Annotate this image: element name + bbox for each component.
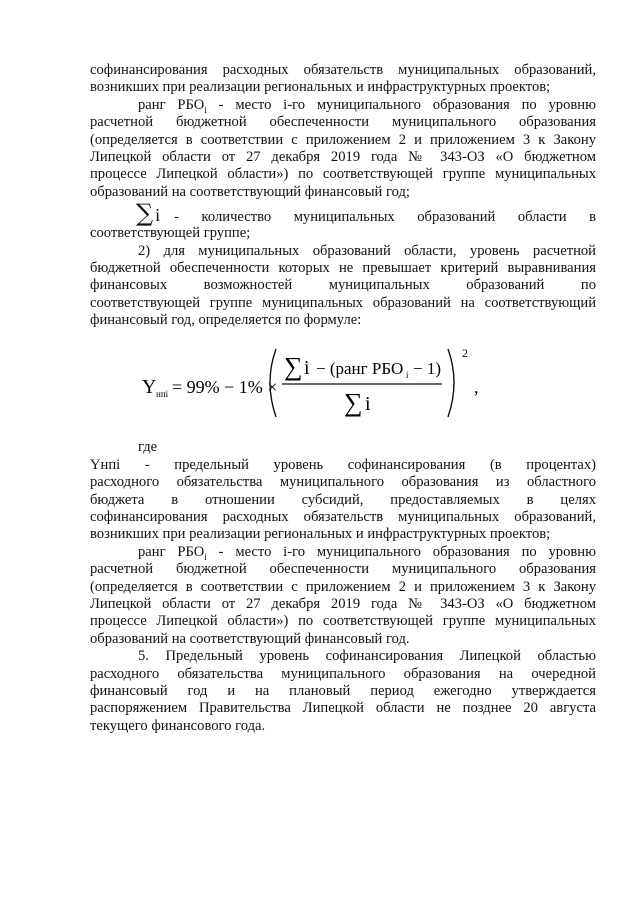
numerator-sum-variable: i (304, 357, 310, 380)
rank-definition-line (90, 544, 596, 561)
text-line: возникших при реализации региональных и инфраструктурных проектов; (90, 526, 551, 543)
text-line: образований на соответствующий финансовый год. (90, 630, 410, 647)
text-line: Липецкой области от 27 декабря 2019 года № 343-ОЗ «О бюджетном (90, 595, 596, 612)
sum-definition-line (90, 199, 596, 228)
text-line: бюджетной обеспеченности которых не превышает критерий выравнивания (90, 259, 596, 276)
text-line: софинансирования расходных обязательств муниципальных образований, (90, 62, 596, 78)
item-5-line: 5. Предельный уровень софинансирования Липецкой областью (138, 648, 596, 665)
rank-definition-text: - место i-го муниципального образования по уровню (206, 96, 596, 113)
text-line: финансовых возможностей муниципальных образований по (90, 277, 596, 294)
sum-definition-text: - количество муниципальных образований области в (174, 209, 596, 226)
text-line: процессе Липецкой области») по соответствующей группе муниципальных (90, 613, 596, 630)
formula-block (90, 341, 596, 425)
rank-definition-line (90, 97, 596, 114)
text-line: возникших при реализации региональных и инфраструктурных проектов; (90, 79, 551, 96)
text-line: расчетной бюджетной обеспеченности муниципального образования (90, 114, 596, 131)
text-line: финансовый год, определяется по формуле: (90, 312, 362, 329)
text-line: расчетной бюджетной обеспеченности муниципального образования (90, 561, 596, 578)
numerator-minus-one: − 1) (413, 359, 441, 379)
text-line: финансовый год и на плановый период ежегодно утверждается (90, 682, 596, 699)
rank-label: ранг РБО (138, 543, 205, 560)
numerator-rank-subscript: i (406, 370, 409, 381)
text-line: распоряжением Правительства Липецкой области не позднее 20 августа (90, 700, 596, 717)
text-line: текущего финансового года. (90, 717, 266, 734)
where-label: где (138, 439, 158, 456)
formula-lhs-subscript: нпi (156, 389, 169, 400)
text-line: (определяется в соответствии с приложением 2 и приложением 3 к Закону (90, 578, 596, 595)
rank-definition-text: - место i-го муниципального образования по уровню (206, 543, 596, 560)
text-line: (определяется в соответствии с приложением 2 и приложением 3 к Закону (90, 131, 596, 148)
formula-exponent: 2 (462, 346, 468, 361)
ynpi-definition-line: Yнпi - предельный уровень софинансирования (в процентах) (90, 456, 596, 473)
text-line: расходного обязательства муниципального образования из областного (90, 474, 596, 491)
formula-trailing-comma: , (474, 377, 479, 398)
text-line: бюджета в отношении субсидий, предоставляемых в целях (90, 491, 596, 508)
item-2-line: 2) для муниципальных образований области, уровень расчетной (138, 242, 596, 259)
text-line: соответствующей группе муниципальных образований на соответствующий (90, 294, 596, 311)
rank-subscript: i (204, 104, 207, 115)
sum-variable: i (155, 205, 161, 226)
denominator-sum-variable: i (365, 393, 371, 416)
document-page (90, 62, 596, 735)
text-line: Липецкой области от 27 декабря 2019 года № 343-ОЗ «О бюджетном (90, 148, 596, 165)
sum-symbol: ∑ (136, 199, 154, 228)
text-line: расходного обязательства муниципального образования на очередной (90, 665, 596, 682)
numerator-rank-expression: − (ранг РБО (316, 359, 404, 379)
text-line: процессе Липецкой области») по соответствующей группе муниципальных (90, 166, 596, 183)
formula-constant-part: = 99% − 1% × (172, 377, 278, 398)
denominator-sum-symbol: ∑ (344, 388, 363, 418)
text-line: софинансирования расходных обязательств муниципальных образований, (90, 509, 596, 526)
numerator-sum-symbol: ∑ (284, 352, 303, 382)
formula-lhs: Y (142, 376, 157, 399)
formula (90, 341, 596, 425)
rank-subscript: i (204, 551, 207, 562)
rank-label: ранг РБО (138, 96, 205, 113)
text-line: образований на соответствующий финансовый год; (90, 183, 410, 200)
right-parenthesis (448, 349, 454, 417)
text-line: соответствующей группе; (90, 225, 251, 242)
